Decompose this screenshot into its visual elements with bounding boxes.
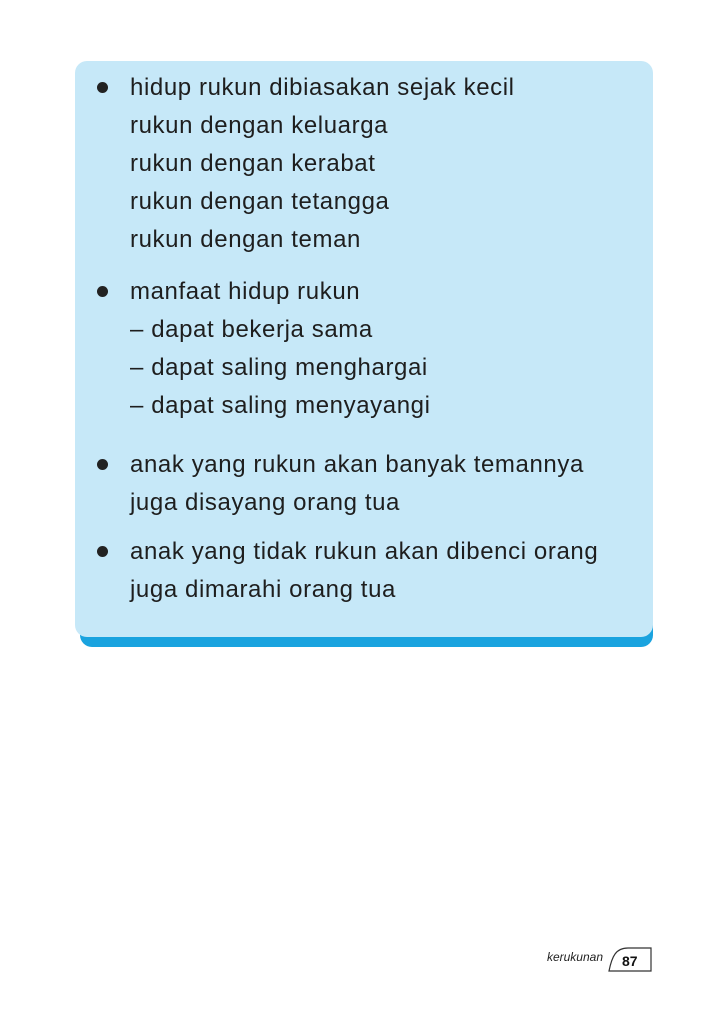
text-line: rukun dengan kerabat [130,150,376,177]
text-line: rukun dengan tetangga [130,188,390,215]
text-line: rukun dengan teman [130,226,361,253]
text-line: anak yang tidak rukun akan dibenci orang [130,538,599,565]
text-line: hidup rukun dibiasakan sejak kecil [130,74,515,101]
page-number-badge [608,946,652,972]
bullet-dot-icon [97,459,108,470]
text-line: – dapat saling menghargai [130,354,428,381]
text-line: – dapat bekerja sama [130,316,373,343]
text-line: – dapat saling menyayangi [130,392,431,419]
bullet-dot-icon [97,286,108,297]
page-number: 87 [622,953,638,969]
text-line: rukun dengan keluarga [130,112,389,139]
text-line: manfaat hidup rukun [130,278,361,305]
text-line: juga dimarahi orang tua [130,576,396,603]
page-footer [520,940,660,980]
summary-box [75,61,653,647]
bullet-dot-icon [97,82,108,93]
text-line: anak yang rukun akan banyak temannya [130,451,584,478]
bullet-dot-icon [97,546,108,557]
text-line: juga disayang orang tua [130,489,400,516]
summary-box-panel [75,61,653,637]
chapter-label: kerukunan [546,950,603,964]
